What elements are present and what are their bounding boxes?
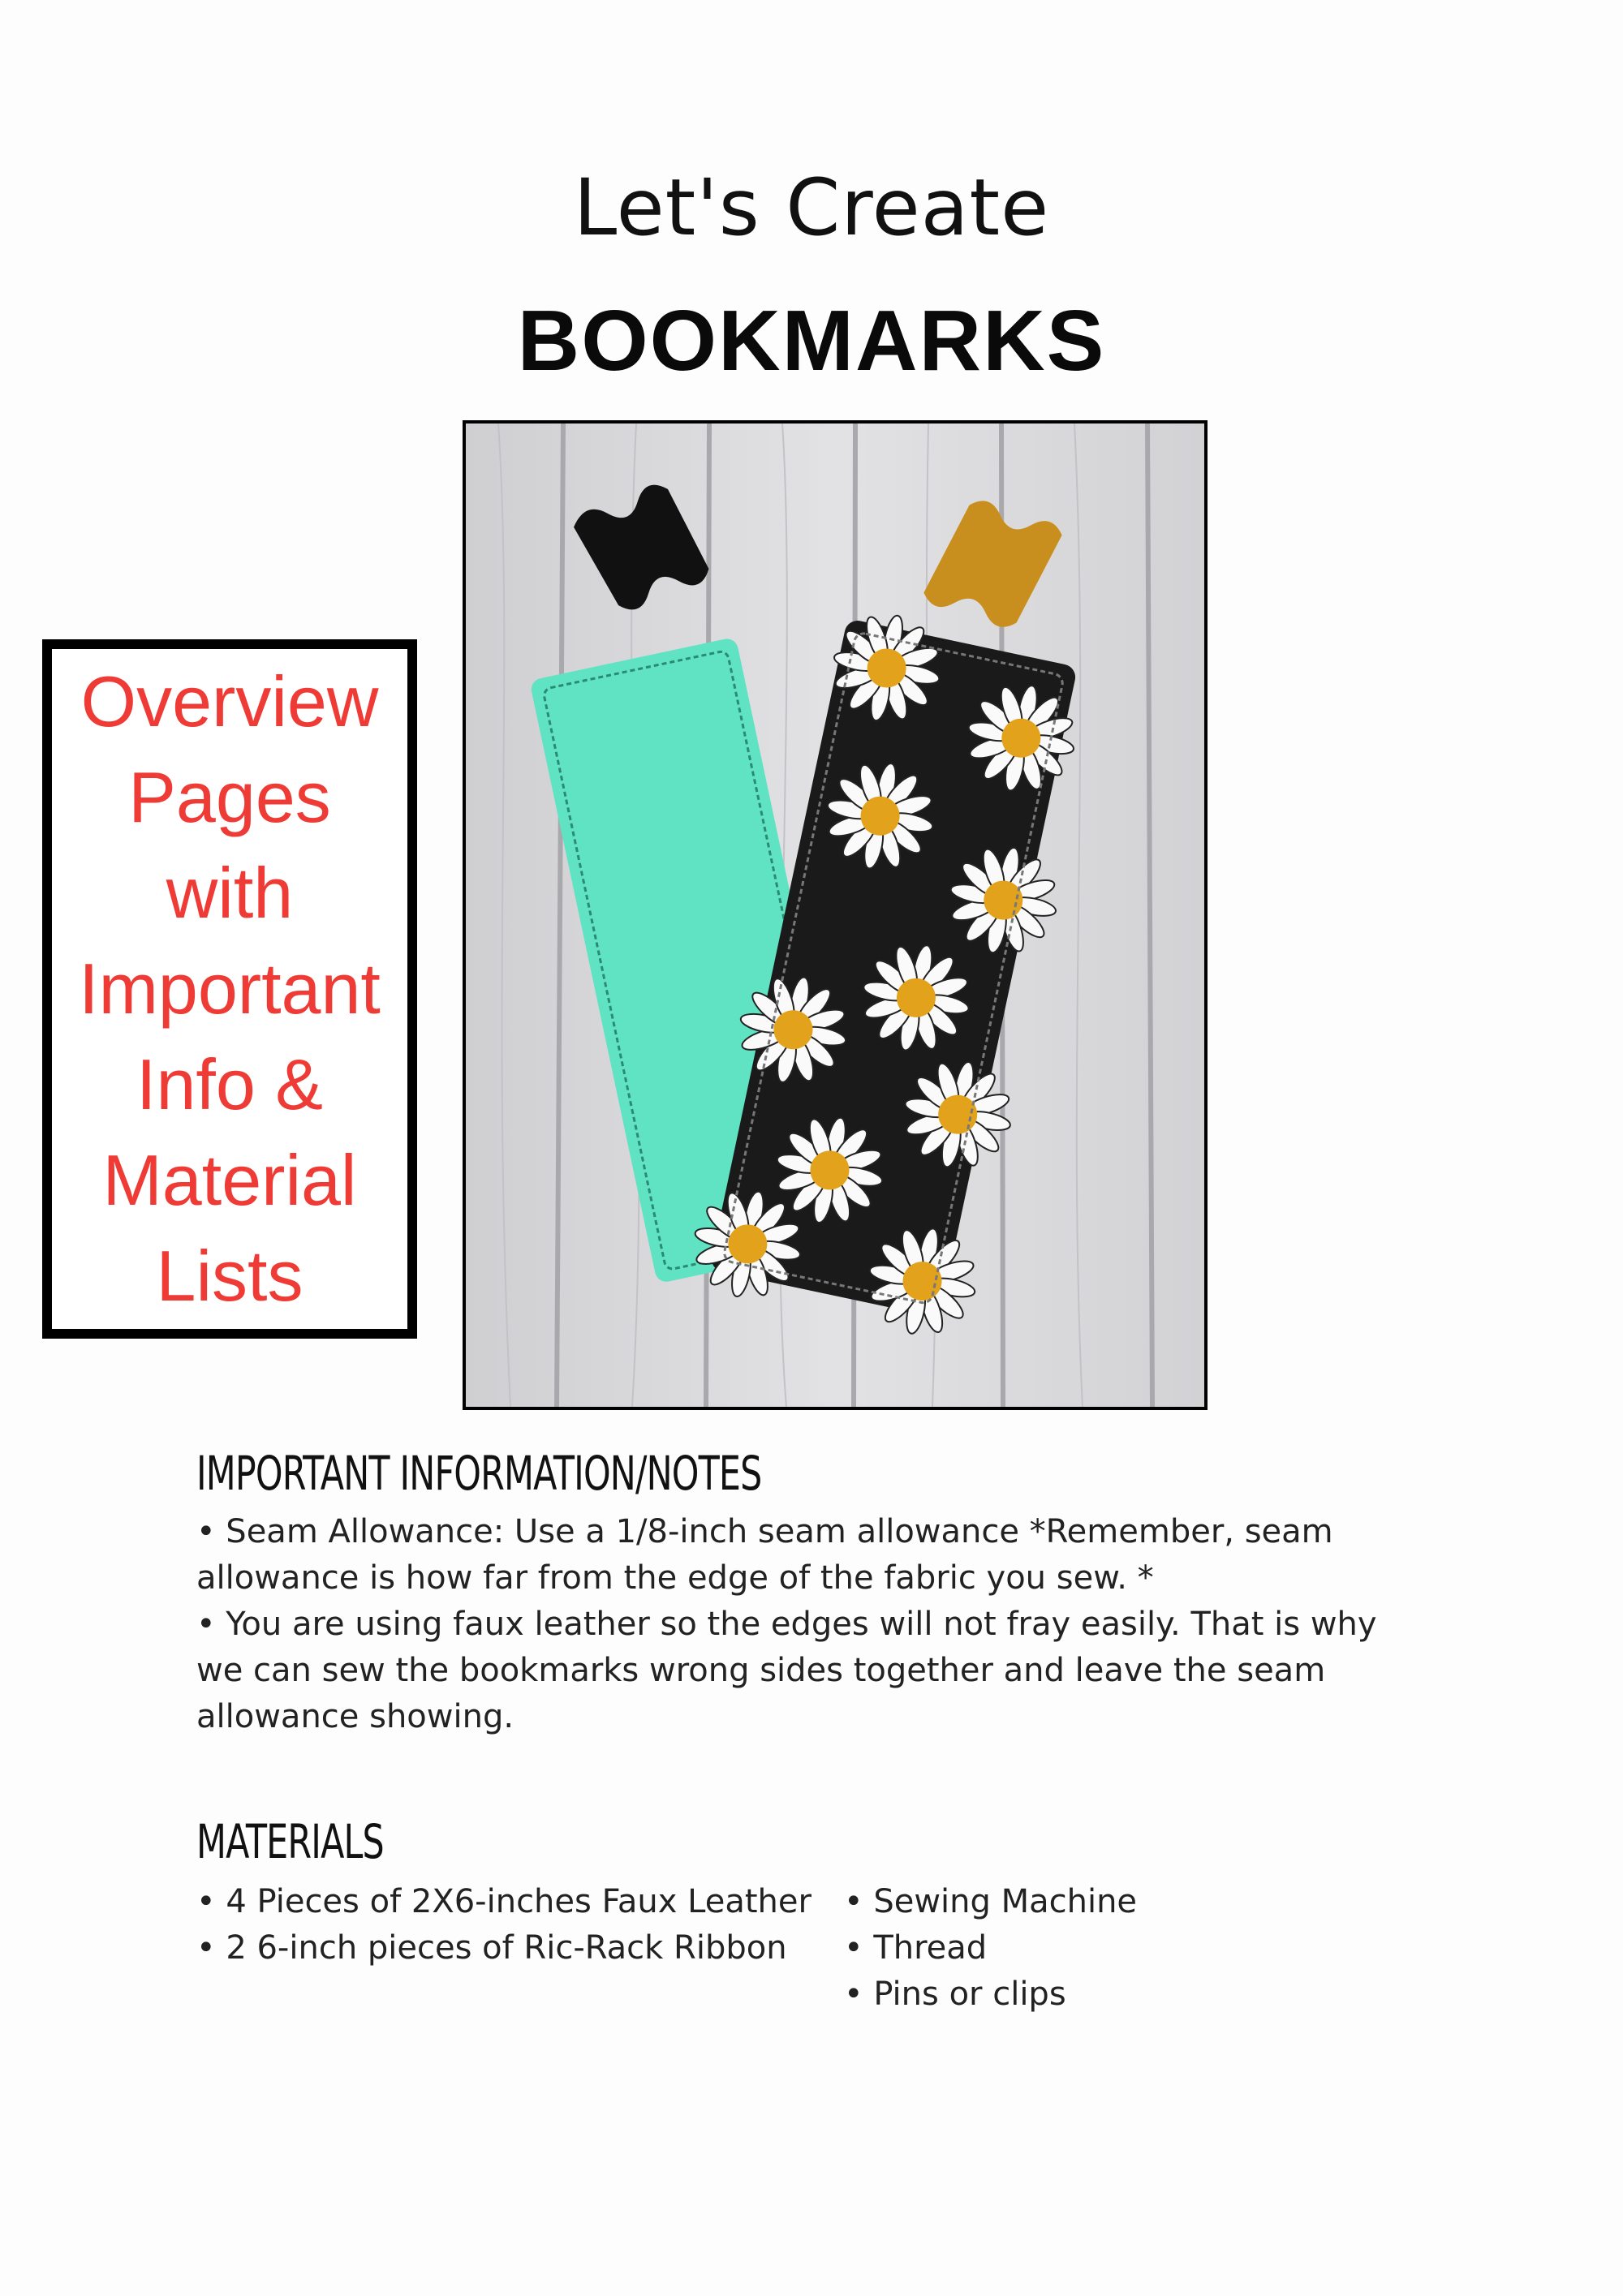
- callout-line: Pages: [128, 757, 331, 837]
- material-item: • Thread: [844, 1925, 1137, 1971]
- page-kicker: Let's Create: [573, 162, 1050, 253]
- callout-line: Important: [79, 948, 381, 1029]
- materials-heading: MATERIALS: [196, 1814, 384, 1869]
- page-title: BOOKMARKS: [517, 293, 1106, 389]
- material-item: • 2 6-inch pieces of Ric-Rack Ribbon: [196, 1925, 812, 1971]
- material-item: • 4 Pieces of 2X6-inches Faux Leather: [196, 1879, 812, 1925]
- bookmarks-photo: [463, 420, 1208, 1410]
- callout-line: Lists: [156, 1236, 304, 1316]
- callout-line: Info &: [136, 1044, 323, 1124]
- callout-line: Material: [102, 1140, 357, 1220]
- materials-list-left: [196, 1879, 812, 1971]
- callout-line: Overview: [80, 661, 379, 742]
- material-item: • Sewing Machine: [844, 1879, 1137, 1925]
- overview-callout: [42, 639, 417, 1339]
- callout-line: with: [166, 853, 294, 933]
- note-seam-allowance: • Seam Allowance: Use a 1/8-inch seam allowance *Remember, seam allowance is how far from the edge of the fabric you sew. *: [196, 1513, 1333, 1597]
- material-item: • Pins or clips: [844, 1971, 1137, 2018]
- note-faux-leather: • You are using faux leather so the edges will not fray easily. That is why we can sew the bookmarks wrong sides together and leave the seam allowance showing.: [196, 1606, 1377, 1735]
- notes-heading: IMPORTANT INFORMATION/NOTES: [196, 1446, 762, 1501]
- materials-list-right: [844, 1879, 1137, 2018]
